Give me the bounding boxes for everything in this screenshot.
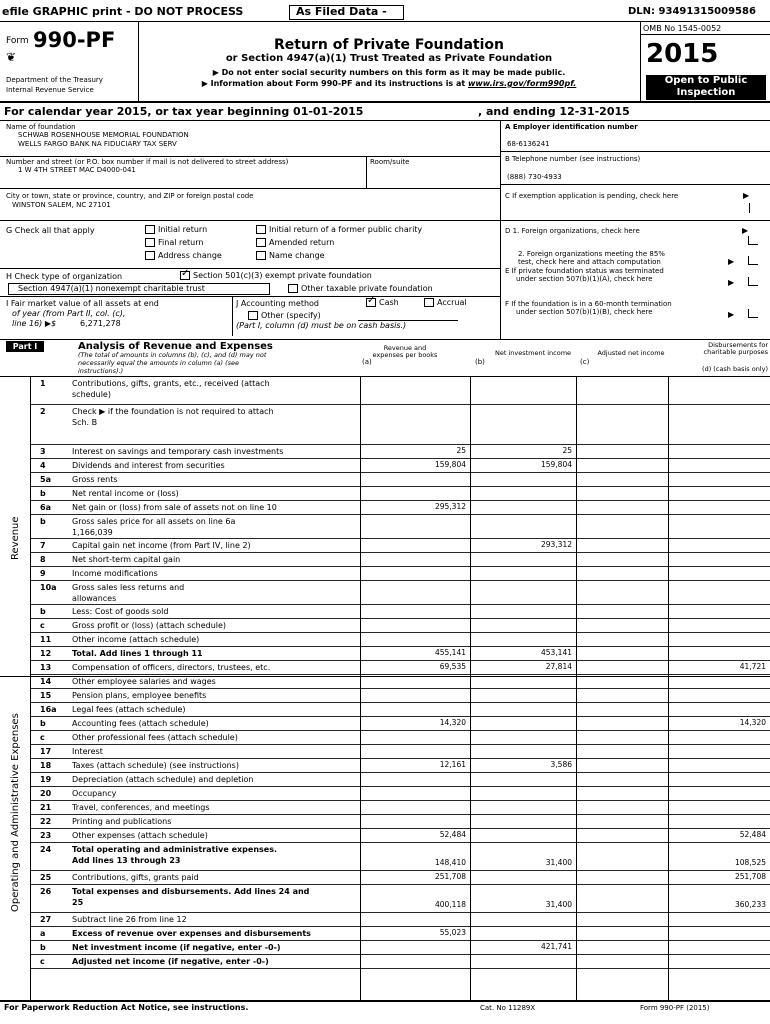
line-description: Accounting fees (attach schedule) bbox=[72, 719, 209, 728]
dln: DLN: 93491315009586 bbox=[628, 6, 756, 17]
g-initial-return[interactable]: Initial return bbox=[145, 225, 207, 234]
d2-arrow-icon: ▶ bbox=[728, 257, 735, 266]
line-number: 10a bbox=[40, 583, 57, 592]
line-description: Other income (attach schedule) bbox=[72, 635, 200, 644]
d1-label: D 1. Foreign organizations, check here bbox=[505, 227, 640, 235]
foundation-name-1: SCHWAB ROSENHOUSE MEMORIAL FOUNDATION bbox=[18, 131, 189, 139]
line-number: 5a bbox=[40, 475, 51, 484]
line-number: 13 bbox=[40, 663, 52, 672]
line-number: 17 bbox=[40, 747, 52, 756]
col-c-header: Adjusted net income bbox=[597, 349, 665, 357]
line-description: Legal fees (attach schedule) bbox=[72, 705, 186, 714]
form-title: Return of Private Foundation bbox=[274, 37, 504, 53]
amount-col-d: 41,721 bbox=[739, 662, 766, 671]
line-description: Net gain or (loss) from sale of assets not on line 10 bbox=[72, 503, 277, 512]
amount-col-a: 251,708 bbox=[434, 872, 466, 881]
d2-label-2: test, check here and attach computation bbox=[518, 258, 661, 266]
col-b-letter: (b) bbox=[475, 358, 485, 366]
line-number: 26 bbox=[40, 887, 52, 896]
d1-checkbox[interactable] bbox=[748, 236, 758, 247]
line-description-cont: Sch. B bbox=[72, 418, 98, 427]
amount-col-b: 31,400 bbox=[545, 858, 572, 867]
line-number: a bbox=[40, 929, 46, 938]
line-number: 4 bbox=[40, 461, 46, 470]
part-desc-1: (The total of amounts in columns (b), (c), and (d) may not bbox=[78, 351, 267, 359]
line-number: b bbox=[40, 719, 46, 728]
g-label: G Check all that apply bbox=[6, 226, 95, 235]
line-number: 16a bbox=[40, 705, 57, 714]
line-number: 9 bbox=[40, 569, 46, 578]
f-label-1: F If the foundation is in a 60-month termination bbox=[505, 300, 672, 308]
g-initial-former[interactable]: Initial return of a former public charity bbox=[256, 225, 422, 234]
ein-value: 68-6136241 bbox=[507, 140, 550, 148]
line-description: Total. Add lines 1 through 11 bbox=[72, 649, 203, 658]
fmv-value: 6,271,278 bbox=[80, 319, 121, 328]
address-label: Number and street (or P.O. box number if mail is not delivered to street address) bbox=[6, 158, 289, 166]
address-value: 1 W 4TH STREET MAC D4000-041 bbox=[18, 166, 136, 174]
line-description: Gross sales less returns and bbox=[72, 583, 185, 592]
line-description: Gross rents bbox=[72, 475, 118, 484]
col-b-header: Net investment income bbox=[494, 349, 572, 357]
amount-col-d: 52,484 bbox=[739, 830, 766, 839]
line-number: 18 bbox=[40, 761, 52, 770]
open-public-badge: Open to Public Inspection bbox=[646, 75, 766, 100]
line-description: Subtract line 26 from line 12 bbox=[72, 915, 187, 924]
line-description: Other expenses (attach schedule) bbox=[72, 831, 208, 840]
line-number: 7 bbox=[40, 541, 46, 550]
table-row bbox=[30, 744, 770, 758]
line-description: Taxes (attach schedule) (see instructions) bbox=[72, 761, 239, 770]
g-name-change[interactable]: Name change bbox=[256, 251, 325, 260]
tax-year-badge: 2015 bbox=[646, 39, 719, 69]
line-description: Depreciation (attach schedule) and depletion bbox=[72, 775, 254, 784]
line-description: Travel, conferences, and meetings bbox=[72, 803, 210, 812]
tax-year-end: , and ending 12-31-2015 bbox=[478, 105, 630, 118]
side-label-revenue: Revenue bbox=[10, 516, 21, 560]
line-number: b bbox=[40, 607, 46, 616]
line-number: 27 bbox=[40, 915, 52, 924]
line-number: 12 bbox=[40, 649, 52, 658]
line-description: Net rental income or (loss) bbox=[72, 489, 179, 498]
j-accrual-option[interactable]: Accrual bbox=[424, 298, 467, 307]
line-description: Total operating and administrative expenses. bbox=[72, 845, 277, 854]
line-description: Net investment income (if negative, enter -0-) bbox=[72, 943, 281, 952]
foundation-name-2: WELLS FARGO BANK NA FIDUCIARY TAX SERV bbox=[18, 140, 177, 148]
amount-col-b: 453,141 bbox=[540, 648, 572, 657]
line-description: Interest on savings and temporary cash investments bbox=[72, 447, 284, 456]
amount-col-d: 14,320 bbox=[739, 718, 766, 727]
f-arrow-icon: ▶ bbox=[728, 310, 735, 319]
g-final-return[interactable]: Final return bbox=[145, 238, 203, 247]
i-label-3: line 16) ▶$ bbox=[12, 319, 57, 328]
line-description: Occupancy bbox=[72, 789, 117, 798]
amount-col-a: 148,410 bbox=[434, 858, 466, 867]
line-description: Dividends and interest from securities bbox=[72, 461, 225, 470]
info-line: ▶ Information about Form 990-PF and its instructions is at www.irs.gov/form990pf. bbox=[201, 79, 577, 88]
part-title: Analysis of Revenue and Expenses bbox=[78, 341, 273, 352]
line-number: 20 bbox=[40, 789, 52, 798]
line-description-cont: allowances bbox=[72, 594, 117, 603]
i-label-2: of year (from Part II, col. (c), bbox=[12, 309, 126, 318]
amount-col-d: 360,233 bbox=[734, 900, 766, 909]
tax-year-begin: For calendar year 2015, or tax year beginning 01-01-2015 bbox=[4, 105, 364, 118]
amount-col-b: 159,804 bbox=[540, 460, 572, 469]
line-number: c bbox=[40, 733, 45, 742]
filed-box: As Filed Data - bbox=[289, 5, 404, 20]
irs-link[interactable]: www.irs.gov/form990pf. bbox=[467, 79, 577, 88]
amount-col-a: 69,535 bbox=[439, 662, 466, 671]
line-number: 25 bbox=[40, 873, 52, 882]
col-d-subheader: (d) (cash basis only) bbox=[702, 365, 768, 373]
dept-treasury: Department of the Treasury bbox=[6, 76, 103, 84]
col-a-header: Revenue and expenses per books bbox=[372, 344, 438, 360]
line-number: b bbox=[40, 489, 46, 498]
line-description: Other professional fees (attach schedule) bbox=[72, 733, 238, 742]
line-number: 22 bbox=[40, 817, 52, 826]
g-address-change[interactable]: Address change bbox=[145, 251, 222, 260]
line-description: Printing and publications bbox=[72, 817, 172, 826]
line-number: 3 bbox=[40, 447, 46, 456]
g-amended-return[interactable]: Amended return bbox=[256, 238, 334, 247]
line-description: Net short-term capital gain bbox=[72, 555, 181, 564]
amount-col-b: 421,741 bbox=[540, 942, 572, 951]
line-number: 11 bbox=[40, 635, 52, 644]
line-description: Check ▶ if the foundation is not required to attach bbox=[72, 407, 274, 416]
phone-value: (888) 730-4933 bbox=[507, 173, 562, 181]
e-checkbox[interactable] bbox=[748, 277, 758, 288]
line-description: Compensation of officers, directors, trustees, etc. bbox=[72, 663, 271, 672]
line-number: 6a bbox=[40, 503, 51, 512]
line-description-cont: Add lines 13 through 23 bbox=[72, 856, 181, 865]
line-description: Other employee salaries and wages bbox=[72, 677, 216, 686]
line-description: Gross sales price for all assets on line 6a bbox=[72, 517, 236, 526]
eagle-icon: ❦ bbox=[6, 50, 17, 64]
line-number: 2 bbox=[40, 407, 46, 416]
d2-checkbox[interactable] bbox=[748, 256, 758, 267]
form-number: 990-PF bbox=[33, 28, 116, 52]
line-description: Income modifications bbox=[72, 569, 158, 578]
amount-col-a: 55,023 bbox=[439, 928, 466, 937]
d2-label-1: 2. Foreign organizations meeting the 85% bbox=[518, 250, 665, 258]
ein-label: A Employer identification number bbox=[505, 123, 638, 131]
part1-table bbox=[0, 376, 770, 1000]
amount-col-a: 25 bbox=[456, 446, 466, 455]
line-description-cont: schedule) bbox=[72, 390, 111, 399]
e-label-1: E If private foundation status was terminated bbox=[505, 267, 664, 275]
amount-col-a: 14,320 bbox=[439, 718, 466, 727]
line-number: 1 bbox=[40, 379, 46, 388]
amount-col-a: 295,312 bbox=[434, 502, 466, 511]
h-4947-option[interactable]: Section 4947(a)(1) nonexempt charitable trust bbox=[8, 283, 270, 295]
line-number: 21 bbox=[40, 803, 52, 812]
line-number: b bbox=[40, 517, 46, 526]
line-description: Interest bbox=[72, 747, 103, 756]
line-number: 15 bbox=[40, 691, 52, 700]
j-label: J Accounting method bbox=[236, 299, 320, 308]
line-description: Gross profit or (loss) (attach schedule) bbox=[72, 621, 227, 630]
part-desc-3: instructions).) bbox=[78, 367, 124, 375]
line-description: Less: Cost of goods sold bbox=[72, 607, 169, 616]
room-label: Room/suite bbox=[370, 158, 410, 166]
amount-col-b: 293,312 bbox=[540, 540, 572, 549]
part-tag: Part I bbox=[6, 341, 44, 352]
line-description: Pension plans, employee benefits bbox=[72, 691, 207, 700]
e-arrow-icon: ▶ bbox=[728, 278, 735, 287]
efile-header: efile GRAPHIC print - DO NOT PROCESS bbox=[2, 5, 244, 18]
part-desc-2: necessarily equal the amounts in column (a) (see bbox=[78, 359, 240, 367]
name-label: Name of foundation bbox=[6, 123, 76, 131]
amount-col-a: 455,141 bbox=[434, 648, 466, 657]
col-d-header: Disbursements for charitable purposes bbox=[703, 341, 768, 357]
form-subtitle: or Section 4947(a)(1) Trust Treated as Private Foundation bbox=[225, 53, 553, 64]
line-description: Contributions, gifts, grants paid bbox=[72, 873, 199, 882]
h-label: H Check type of organization bbox=[6, 272, 123, 281]
col-a-letter: (a) bbox=[362, 358, 372, 366]
form-prefix: Form bbox=[6, 36, 29, 46]
line-number: 19 bbox=[40, 775, 52, 784]
table-row bbox=[30, 472, 770, 486]
e-label-2: under section 507(b)(1)(A), check here bbox=[516, 275, 653, 283]
line-description-cont: 1,166,039 bbox=[72, 528, 113, 537]
dept-irs: Internal Revenue Service bbox=[6, 86, 94, 94]
i-label-1: I Fair market value of all assets at end bbox=[6, 299, 159, 308]
amount-col-a: 12,161 bbox=[439, 760, 466, 769]
line-number: 8 bbox=[40, 555, 46, 564]
amount-col-a: 159,804 bbox=[434, 460, 466, 469]
line-description: Excess of revenue over expenses and disbursements bbox=[72, 929, 311, 938]
amount-col-d: 108,525 bbox=[734, 858, 766, 867]
j-note: (Part I, column (d) must be on cash basis.) bbox=[236, 321, 407, 330]
table-row bbox=[30, 786, 770, 800]
amount-col-a: 400,118 bbox=[434, 900, 466, 909]
d1-arrow-icon: ▶ bbox=[742, 226, 749, 235]
f-label-2: under section 507(b)(1)(B), check here bbox=[516, 308, 653, 316]
j-other-option[interactable]: Other (specify) bbox=[248, 311, 321, 320]
amount-col-b: 27,814 bbox=[545, 662, 572, 671]
line-number: b bbox=[40, 943, 46, 952]
amount-col-a: 52,484 bbox=[439, 830, 466, 839]
line-description-cont: 25 bbox=[72, 898, 84, 907]
j-cash-option[interactable]: ✓ Cash bbox=[366, 298, 399, 307]
line-description: Adjusted net income (if negative, enter -0-) bbox=[72, 957, 269, 966]
c-exemption-label: C If exemption application is pending, check here bbox=[505, 192, 679, 200]
side-label-expenses: Operating and Administrative Expenses bbox=[10, 713, 21, 912]
footer-cat: Cat. No 11289X bbox=[480, 1004, 536, 1012]
col-c-letter: (c) bbox=[580, 358, 590, 366]
city-value: WINSTON SALEM, NC 27101 bbox=[12, 201, 111, 209]
phone-label: B Telephone number (see instructions) bbox=[505, 155, 641, 163]
amount-col-b: 25 bbox=[562, 446, 572, 455]
line-description: Capital gain net income (from Part IV, line 2) bbox=[72, 541, 251, 550]
amount-col-b: 3,586 bbox=[550, 760, 572, 769]
f-checkbox[interactable] bbox=[748, 309, 758, 320]
city-label: City or town, state or province, country, and ZIP or foreign postal code bbox=[6, 192, 254, 200]
line-description: Contributions, gifts, grants, etc., received (attach bbox=[72, 379, 270, 388]
line-number: 23 bbox=[40, 831, 52, 840]
line-description: Total expenses and disbursements. Add lines 24 and bbox=[72, 887, 310, 896]
ssn-warning: ▶ Do not enter social security numbers on this form as it may be made public. bbox=[212, 68, 566, 77]
line-number: c bbox=[40, 621, 45, 630]
line-number: 24 bbox=[40, 845, 52, 854]
h-other-taxable-option[interactable]: Other taxable private foundation bbox=[288, 284, 433, 293]
line-number: c bbox=[40, 957, 45, 966]
line-number: 14 bbox=[40, 677, 52, 686]
amount-col-b: 31,400 bbox=[545, 900, 572, 909]
c-arrow-icon: ▶ bbox=[743, 191, 750, 200]
h-501c3-option[interactable]: ✓ Section 501(c)(3) exempt private foundation bbox=[180, 271, 372, 280]
omb-number: OMB No 1545-0052 bbox=[643, 24, 722, 33]
footer-form: Form 990-PF (2015) bbox=[640, 1004, 710, 1012]
footer-notice: For Paperwork Reduction Act Notice, see instructions. bbox=[4, 1003, 249, 1012]
amount-col-d: 251,708 bbox=[734, 872, 766, 881]
